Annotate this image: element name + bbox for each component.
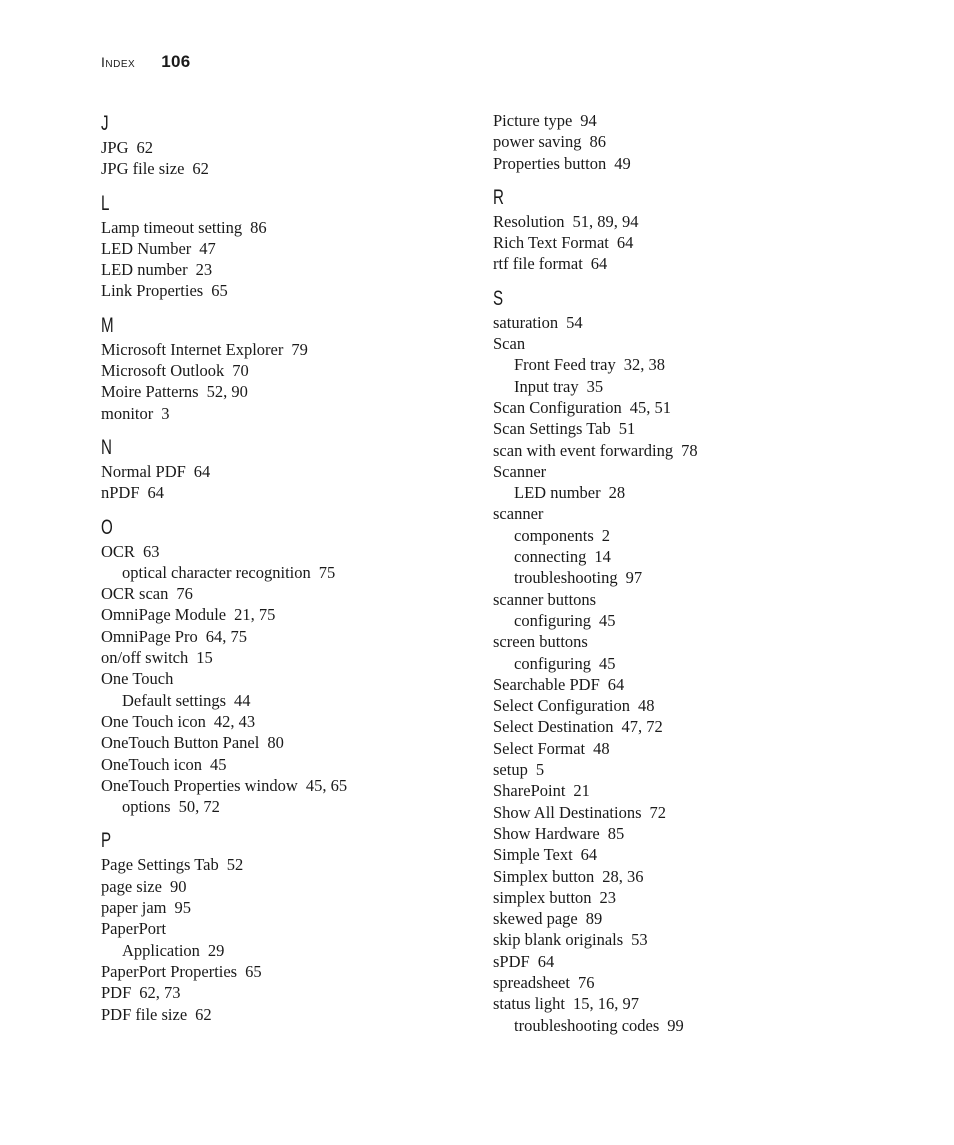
index-page-refs: 95	[174, 898, 192, 918]
index-entry	[101, 961, 481, 982]
index-page-refs: 44	[234, 690, 251, 710]
index-entry	[101, 158, 481, 179]
index-term: scanner buttons	[493, 589, 597, 609]
index-subentry	[493, 546, 873, 567]
index-term: Scan Settings Tab	[493, 419, 611, 439]
index-entry	[101, 876, 481, 897]
index-term: power saving	[493, 132, 582, 152]
index-entry	[493, 461, 873, 482]
index-entry	[101, 732, 481, 753]
index-term: skip blank originals	[493, 930, 624, 950]
index-term: Show Hardware	[493, 823, 600, 843]
index-term: PaperPort Properties	[101, 961, 238, 981]
index-page-refs: 85	[607, 823, 625, 843]
index-page-refs: 48	[638, 696, 655, 716]
index-term: screen buttons	[493, 632, 588, 652]
index-page-refs: 45	[598, 610, 616, 630]
index-entry	[101, 1004, 481, 1025]
index-subentry	[493, 376, 873, 397]
index-entry	[493, 110, 873, 131]
index-term: Microsoft Outlook	[101, 361, 225, 381]
index-page-refs: 48	[593, 738, 610, 758]
index-entry	[493, 503, 873, 524]
index-entry	[101, 775, 481, 796]
index-letter-heading: R	[493, 185, 504, 209]
index-page-refs: 14	[594, 547, 611, 567]
index-entry	[101, 280, 481, 301]
index-term: LED number	[101, 260, 188, 280]
index-page-refs: 78	[681, 440, 698, 460]
index-page-refs: 28, 36	[602, 866, 644, 886]
index-page-refs: 94	[580, 111, 597, 130]
index-letter-heading: P	[101, 829, 112, 853]
index-term: Default settings	[122, 690, 227, 710]
index-entry	[101, 238, 481, 259]
index-subentry	[493, 653, 873, 674]
index-page-refs: 80	[267, 733, 284, 753]
index-page-refs: 64	[616, 233, 634, 253]
index-page-refs: 47, 72	[621, 717, 663, 737]
index-page-refs: 64	[537, 951, 555, 971]
index-term: Rich Text Format	[493, 233, 609, 253]
index-letter-heading: M	[101, 313, 114, 337]
index-entry	[493, 844, 873, 865]
index-page-refs: 62	[195, 1004, 212, 1024]
index-page-refs: 64	[580, 845, 598, 865]
index-page-refs: 45, 51	[629, 397, 672, 417]
index-entry	[493, 887, 873, 908]
index-subentry	[493, 1015, 873, 1036]
index-term: LED Number	[101, 238, 192, 258]
index-term: OmniPage Pro	[101, 626, 198, 646]
index-term: configuring	[514, 610, 591, 630]
index-term: scanner	[493, 504, 544, 524]
index-term: Select Configuration	[493, 696, 631, 716]
index-page-refs: 3	[161, 403, 170, 423]
index-entry	[493, 972, 873, 993]
index-entry	[493, 312, 873, 333]
index-term: skewed page	[493, 909, 578, 929]
index-term: PDF	[101, 983, 132, 1003]
index-term: Simplex button	[493, 866, 595, 886]
index-page-refs: 86	[589, 132, 606, 152]
index-term: Select Destination	[493, 717, 614, 737]
index-term: JPG file size	[101, 159, 185, 179]
index-entry	[493, 738, 873, 759]
index-entry	[493, 131, 873, 152]
index-page-refs: 62	[192, 159, 209, 179]
index-page-refs: 32, 38	[623, 355, 665, 375]
index-term: Properties button	[493, 153, 607, 173]
index-subentry	[493, 354, 873, 375]
index-term: troubleshooting codes	[514, 1015, 660, 1035]
index-term: OneTouch Properties window	[101, 775, 298, 795]
index-entry	[493, 232, 873, 253]
index-page-refs: 72	[649, 802, 667, 822]
index-page-refs: 47	[199, 238, 216, 258]
index-page-refs: 15	[196, 648, 213, 668]
index-term: SharePoint	[493, 781, 566, 801]
index-page-refs: 89	[585, 909, 603, 929]
index-term: PaperPort	[101, 919, 167, 939]
index-term: Moire Patterns	[101, 382, 199, 402]
index-page-refs: 65	[211, 281, 228, 301]
index-term: status light	[493, 994, 565, 1014]
index-term: components	[514, 525, 594, 545]
index-term: JPG	[101, 138, 129, 157]
index-term: troubleshooting	[514, 568, 618, 588]
index-term: on/off switch	[101, 648, 189, 668]
index-page-refs: 90	[169, 876, 187, 896]
index-subentry	[101, 796, 481, 817]
index-entry	[101, 897, 481, 918]
index-page-refs: 99	[667, 1015, 684, 1035]
index-term: PDF file size	[101, 1004, 188, 1024]
index-term: spreadsheet	[493, 972, 570, 992]
index-page-refs: 63	[142, 541, 160, 561]
index-term: page size	[101, 876, 162, 896]
index-entry	[493, 631, 873, 652]
index-page-refs: 51	[618, 419, 636, 439]
index-entry	[493, 418, 873, 439]
index-entry	[101, 217, 481, 238]
index-page-refs: 62, 73	[139, 983, 181, 1003]
index-page-refs: 86	[250, 217, 267, 237]
index-page-refs: 52	[226, 855, 244, 875]
index-term: rtf file format	[493, 254, 583, 274]
index-term: OneTouch Button Panel	[101, 733, 260, 753]
index-term: paper jam	[101, 898, 167, 918]
index-entry	[101, 461, 481, 482]
index-page-refs: 45	[598, 653, 616, 673]
index-term: simplex button	[493, 887, 592, 907]
index-page-refs: 52, 90	[206, 382, 248, 402]
index-entry	[493, 440, 873, 461]
index-page-refs: 76	[577, 972, 595, 992]
index-page-refs: 76	[176, 584, 193, 604]
index-term: optical character recognition	[122, 562, 311, 582]
index-entry	[493, 823, 873, 844]
index-page-refs: 64	[590, 254, 608, 274]
index-entry	[101, 541, 481, 562]
index-page-refs: 29	[207, 940, 225, 960]
index-entry	[493, 759, 873, 780]
index-entry	[101, 918, 481, 939]
index-term: Searchable PDF	[493, 674, 600, 694]
index-letter-heading: O	[101, 515, 113, 539]
index-page-refs: 64, 75	[205, 626, 247, 646]
index-page-refs: 64	[607, 674, 625, 694]
index-page-refs: 64	[193, 461, 211, 481]
index-entry	[101, 604, 481, 625]
index-entry	[493, 253, 873, 274]
index-entry	[101, 381, 481, 402]
index-page-refs: 45, 65	[305, 775, 348, 795]
index-entry	[101, 403, 481, 424]
index-term: Resolution	[493, 211, 565, 231]
index-entry	[493, 153, 873, 174]
index-subentry	[493, 610, 873, 631]
index-page-refs: 54	[566, 312, 583, 332]
index-page-refs: 64	[147, 483, 165, 503]
index-term: Application	[122, 940, 200, 960]
index-term: Link Properties	[101, 281, 204, 301]
index-entry	[101, 482, 481, 503]
index-page-refs: 42, 43	[213, 711, 256, 731]
index-page-refs: 45	[210, 754, 227, 774]
index-column-right	[493, 110, 873, 1036]
index-entry	[101, 754, 481, 775]
index-column-left	[101, 110, 481, 1025]
index-entry	[493, 716, 873, 737]
index-page-refs: 97	[625, 568, 643, 588]
page-number: 106	[161, 52, 191, 71]
index-page-refs: 21	[573, 781, 590, 801]
index-term: Scan	[493, 334, 526, 354]
index-subentry	[101, 940, 481, 961]
index-letter-heading: L	[101, 191, 110, 215]
index-entry	[493, 674, 873, 695]
index-term: Input tray	[514, 376, 579, 396]
index-entry	[493, 589, 873, 610]
index-term: monitor	[101, 403, 154, 423]
index-term: options	[122, 797, 171, 817]
index-letter-heading: N	[101, 435, 112, 459]
index-entry	[493, 908, 873, 929]
index-term: Picture type	[493, 111, 573, 130]
index-term: Lamp timeout setting	[101, 217, 243, 237]
index-entry	[101, 339, 481, 360]
index-page-refs: 53	[631, 930, 648, 950]
index-entry	[101, 360, 481, 381]
index-page-refs: 70	[232, 361, 249, 381]
index-page-refs: 23	[599, 887, 617, 907]
index-term: saturation	[493, 312, 559, 332]
index-letter-heading: S	[493, 286, 504, 310]
index-entry	[101, 583, 481, 604]
index-page-refs: 5	[535, 760, 545, 780]
index-term: LED number	[514, 483, 601, 503]
index-page-refs: 35	[586, 376, 604, 396]
index-subentry	[101, 562, 481, 583]
index-entry	[493, 695, 873, 716]
index-page-refs: 62	[136, 138, 154, 157]
index-entry	[493, 397, 873, 418]
index-page-refs: 21, 75	[234, 605, 276, 625]
index-entry	[101, 259, 481, 280]
index-page-refs: 50, 72	[178, 797, 220, 817]
index-entry	[493, 951, 873, 972]
index-entry	[101, 647, 481, 668]
index-term: OmniPage Module	[101, 605, 227, 625]
index-term: Microsoft Internet Explorer	[101, 339, 284, 359]
index-entry	[493, 993, 873, 1014]
index-entry	[493, 211, 873, 232]
index-letter-heading: J	[101, 112, 109, 135]
index-page-refs: 49	[614, 153, 631, 173]
running-head	[101, 52, 190, 72]
index-page-refs: 15, 16, 97	[572, 994, 639, 1014]
index-entry	[493, 866, 873, 887]
index-entry	[101, 137, 481, 158]
index-subentry	[493, 567, 873, 588]
index-term: sPDF	[493, 951, 530, 971]
index-term: scan with event forwarding	[493, 440, 674, 460]
index-term: nPDF	[101, 483, 140, 503]
index-entry	[493, 802, 873, 823]
index-entry	[101, 982, 481, 1003]
index-page-refs: 75	[318, 562, 336, 582]
index-term: One Touch	[101, 669, 174, 689]
index-entry	[101, 668, 481, 689]
index-term: Scanner	[493, 461, 547, 481]
index-subentry	[493, 525, 873, 546]
index-page-refs: 51, 89, 94	[572, 211, 639, 231]
index-term: Select Format	[493, 738, 586, 758]
index-entry	[101, 626, 481, 647]
index-subentry	[493, 482, 873, 503]
index-page-refs: 65	[245, 961, 262, 981]
index-term: Scan Configuration	[493, 397, 622, 417]
index-page-refs: 2	[601, 525, 610, 545]
index-term: Page Settings Tab	[101, 855, 219, 875]
index-entry	[493, 780, 873, 801]
section-name: Index	[101, 54, 136, 70]
index-entry	[101, 711, 481, 732]
index-subentry	[101, 690, 481, 711]
index-term: OCR	[101, 541, 135, 561]
index-term: configuring	[514, 653, 591, 673]
index-term: OCR scan	[101, 584, 169, 604]
index-entry	[493, 929, 873, 950]
index-page-refs: 28	[608, 483, 626, 503]
index-page-refs: 79	[291, 339, 308, 359]
index-term: setup	[493, 760, 528, 780]
index-entry	[101, 854, 481, 875]
index-term: Simple Text	[493, 845, 573, 865]
index-term: One Touch icon	[101, 711, 206, 731]
index-term: Front Feed tray	[514, 355, 616, 375]
index-page-refs: 23	[195, 260, 213, 280]
index-term: connecting	[514, 547, 587, 567]
index-term: Show All Destinations	[493, 802, 642, 822]
index-entry	[493, 333, 873, 354]
index-term: OneTouch icon	[101, 754, 203, 774]
index-term: Normal PDF	[101, 461, 186, 481]
